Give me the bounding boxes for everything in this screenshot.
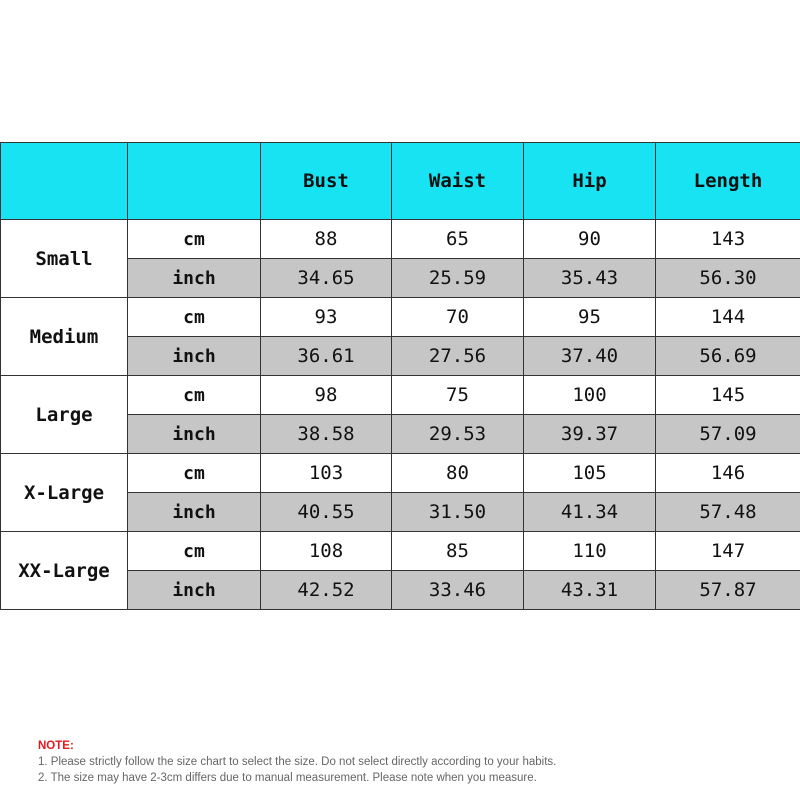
header-hip: Hip xyxy=(524,143,656,220)
hip-value-inch: 39.37 xyxy=(524,415,656,454)
note-line: 2. The size may have 2-3cm differs due to manual measurement. Please note when you measure. xyxy=(38,772,537,784)
bust-value-cm: 108 xyxy=(261,532,392,571)
header-row xyxy=(1,143,800,220)
bust-value-inch: 34.65 xyxy=(261,259,392,298)
table-row xyxy=(1,454,800,493)
length-value-cm: 143 xyxy=(656,220,800,259)
table-row xyxy=(1,298,800,337)
table-row xyxy=(1,376,800,415)
table-row xyxy=(1,532,800,571)
bust-value-cm: 103 xyxy=(261,454,392,493)
bust-value-inch: 42.52 xyxy=(261,571,392,610)
waist-value-cm: 80 xyxy=(392,454,524,493)
unit-label-inch: inch xyxy=(128,259,261,298)
hip-value-cm: 90 xyxy=(524,220,656,259)
size-label-medium: Medium xyxy=(1,298,128,376)
header-unit-cell xyxy=(128,143,261,220)
hip-value-cm: 105 xyxy=(524,454,656,493)
waist-value-cm: 85 xyxy=(392,532,524,571)
waist-value-cm: 65 xyxy=(392,220,524,259)
hip-value-cm: 110 xyxy=(524,532,656,571)
unit-label-inch: inch xyxy=(128,571,261,610)
waist-value-inch: 25.59 xyxy=(392,259,524,298)
unit-label-cm: cm xyxy=(128,376,261,415)
hip-value-cm: 95 xyxy=(524,298,656,337)
bust-value-cm: 88 xyxy=(261,220,392,259)
size-label-xx-large: XX-Large xyxy=(1,532,128,610)
length-value-cm: 145 xyxy=(656,376,800,415)
unit-label-cm: cm xyxy=(128,298,261,337)
hip-value-inch: 35.43 xyxy=(524,259,656,298)
length-value-inch: 57.87 xyxy=(656,571,800,610)
waist-value-inch: 27.56 xyxy=(392,337,524,376)
unit-label-cm: cm xyxy=(128,454,261,493)
length-value-inch: 56.30 xyxy=(656,259,800,298)
waist-value-inch: 29.53 xyxy=(392,415,524,454)
hip-value-cm: 100 xyxy=(524,376,656,415)
unit-label-inch: inch xyxy=(128,337,261,376)
length-value-inch: 57.09 xyxy=(656,415,800,454)
table-row xyxy=(1,220,800,259)
unit-label-cm: cm xyxy=(128,532,261,571)
length-value-inch: 56.69 xyxy=(656,337,800,376)
hip-value-inch: 43.31 xyxy=(524,571,656,610)
bust-value-inch: 36.61 xyxy=(261,337,392,376)
note-label: NOTE: xyxy=(38,740,74,752)
length-value-cm: 144 xyxy=(656,298,800,337)
waist-value-cm: 75 xyxy=(392,376,524,415)
header-waist: Waist xyxy=(392,143,524,220)
hip-value-inch: 37.40 xyxy=(524,337,656,376)
waist-value-cm: 70 xyxy=(392,298,524,337)
unit-label-inch: inch xyxy=(128,415,261,454)
unit-label-inch: inch xyxy=(128,493,261,532)
bust-value-inch: 40.55 xyxy=(261,493,392,532)
header-size-cell xyxy=(1,143,128,220)
size-label-x-large: X-Large xyxy=(1,454,128,532)
note-line: 1. Please strictly follow the size chart to select the size. Do not select directly according to your habits. xyxy=(38,756,557,768)
size-chart-table xyxy=(0,142,800,610)
waist-value-inch: 33.46 xyxy=(392,571,524,610)
bust-value-cm: 98 xyxy=(261,376,392,415)
note-section xyxy=(38,738,556,786)
hip-value-inch: 41.34 xyxy=(524,493,656,532)
length-value-cm: 147 xyxy=(656,532,800,571)
unit-label-cm: cm xyxy=(128,220,261,259)
waist-value-inch: 31.50 xyxy=(392,493,524,532)
size-label-large: Large xyxy=(1,376,128,454)
bust-value-inch: 38.58 xyxy=(261,415,392,454)
header-bust: Bust xyxy=(261,143,392,220)
size-label-small: Small xyxy=(1,220,128,298)
bust-value-cm: 93 xyxy=(261,298,392,337)
length-value-inch: 57.48 xyxy=(656,493,800,532)
length-value-cm: 146 xyxy=(656,454,800,493)
header-length: Length xyxy=(656,143,800,220)
